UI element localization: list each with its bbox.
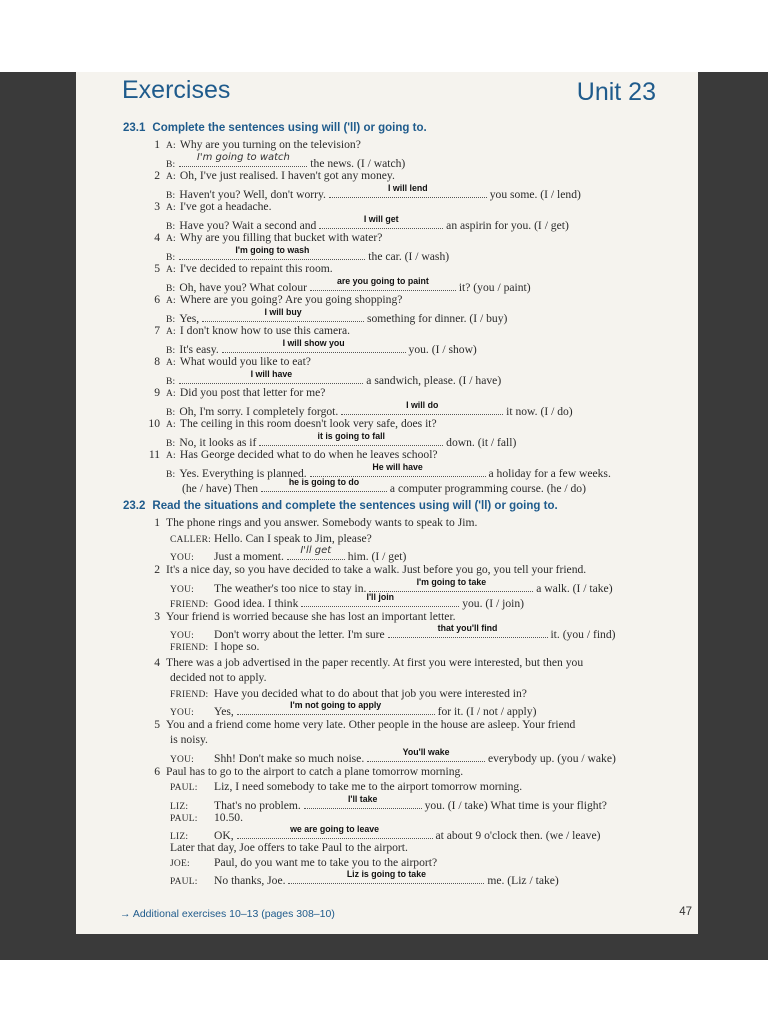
- prompt-text: Oh, I'm sorry. I completely forgot.: [179, 405, 339, 418]
- answer-text: You'll wake: [402, 747, 450, 757]
- answer-blank[interactable]: [319, 215, 443, 229]
- section-number: 23.1: [123, 122, 146, 134]
- item-number: 1: [154, 516, 160, 529]
- exercise-item-2-a: 2 A: Oh, I've just realised. I haven't got any money.: [148, 168, 395, 185]
- speaker-label: FRIEND:: [170, 600, 209, 610]
- answer-blank[interactable]: [179, 153, 307, 167]
- answer-blank[interactable]: [367, 748, 485, 762]
- item-number: 3: [154, 610, 160, 623]
- situation-4: [148, 655, 583, 670]
- exercise-item-5-b: B: Oh, have you? What colour are you going to paint it? (you / paint): [166, 276, 531, 294]
- prompt-text: you. (I / join): [462, 597, 525, 610]
- unit-label: Unit 23: [576, 78, 656, 106]
- dialog-text: Liz, I need somebody to take me to the airport tomorrow morning.: [214, 780, 523, 793]
- answer-blank[interactable]: [179, 246, 365, 260]
- item-number: 7: [154, 324, 160, 337]
- speaker-a-line: I don't know how to use this camera.: [179, 324, 351, 337]
- exercise-item-4-b: B: I'm going to wash the car. (I / wash): [166, 245, 450, 263]
- dialog-text: Yes,: [214, 705, 234, 718]
- item-number: 4: [154, 656, 160, 669]
- prompt-text: something for dinner. (I / buy): [366, 312, 508, 325]
- situation-text: You and a friend come home very late. Other people in the house are asleep. Your friend: [166, 718, 576, 731]
- answer-blank[interactable]: [288, 870, 484, 884]
- situation-text: The phone rings and you answer. Somebody wants to speak to Jim.: [166, 516, 478, 529]
- answer-text: I'm going to wash: [235, 245, 310, 255]
- answer-blank[interactable]: [222, 339, 406, 353]
- dialog-text: Have you decided what to do about that job you were interested in?: [214, 687, 527, 700]
- answer-blank[interactable]: [310, 277, 456, 291]
- prompt-text: a sandwich, please. (I / have): [366, 374, 502, 387]
- answer-text: I'm going to take: [416, 577, 487, 587]
- answer-blank[interactable]: [287, 546, 345, 560]
- answer-text: I will lend: [388, 183, 428, 193]
- prompt-text: It's easy.: [179, 343, 219, 356]
- answer-text: I will buy: [264, 307, 302, 317]
- section-instruction: Read the situations and complete the sentences using will ('ll) or going to.: [152, 500, 558, 512]
- exercise-item-5-a: 5 A: I've decided to repaint this room.: [148, 261, 333, 278]
- exercise-item-2-b: B: Haven't you? Well, don't worry. I will lend you some. (I / lend): [166, 183, 581, 201]
- dialog-text: Shh! Don't make so much noise.: [214, 752, 365, 765]
- prompt-text: Have you? Wait a second and: [179, 219, 317, 232]
- answer-text: Liz is going to take: [346, 869, 426, 879]
- prompt-text: the news. (I / watch): [310, 157, 406, 170]
- section-number: 23.2: [123, 500, 146, 512]
- answer-blank[interactable]: [237, 701, 435, 715]
- answer-text: He will have: [372, 462, 423, 472]
- item-number: 4: [154, 231, 160, 244]
- prompt-text: down. (it / fall): [446, 436, 517, 449]
- speaker-a-line: Has George decided what to do when he leaves school?: [179, 448, 438, 461]
- speaker-label: YOU:: [170, 708, 195, 718]
- prompt-text: Yes. Everything is planned.: [179, 467, 307, 480]
- answer-text: I'll get: [300, 545, 332, 556]
- prompt-text: a holiday for a few weeks.: [488, 467, 611, 480]
- prompt-text: everybody up. (you / wake): [488, 752, 616, 765]
- speaker-a-line: Did you post that letter for me?: [179, 386, 326, 399]
- prompt-text: it now. (I / do): [506, 405, 573, 418]
- speaker-label: PAUL:: [170, 783, 198, 793]
- answer-text: I will show you: [282, 338, 345, 348]
- prompt-text: a walk. (I / take): [536, 582, 613, 595]
- exercise-item-11-b: B: Yes. Everything is planned. He will have a holiday for a few weeks.: [166, 462, 611, 480]
- situation-text: Your friend is worried because she has lost an important letter.: [166, 610, 456, 623]
- exercise-item-7-b: B: It's easy. I will show you you. (I / show): [166, 338, 477, 356]
- answer-blank[interactable]: [202, 308, 364, 322]
- item-number: 6: [154, 765, 160, 778]
- speaker-label: PAUL:: [170, 814, 198, 824]
- speaker-a-line: Where are you going? Are you going shopping?: [179, 293, 403, 306]
- answer-blank[interactable]: [341, 401, 503, 415]
- item-number: 3: [154, 200, 160, 213]
- additional-exercises-link[interactable]: → Additional exercises 10–13 (pages 308–10): [120, 908, 335, 920]
- section-23-2-heading: [123, 500, 558, 512]
- exercise-item-4-a: 4 A: Why are you filling that bucket with water?: [148, 230, 382, 247]
- dialog-line: [170, 870, 559, 890]
- speaker-a-line: Oh, I've just realised. I haven't got any money.: [179, 169, 395, 182]
- prompt-text: you. (I / show): [408, 343, 477, 356]
- dialog-text: That's no problem.: [214, 799, 301, 812]
- prompt-text: me. (Liz / take): [487, 874, 559, 887]
- exercise-item-3-b: B: Have you? Wait a second and I will get an aspirin for you. (I / get): [166, 214, 569, 232]
- exercise-item-8-b: B: I will have a sandwich, please. (I / have): [166, 369, 502, 387]
- prompt-text: it? (you / paint): [458, 281, 531, 294]
- speaker-a-line: Why are you turning on the television?: [179, 138, 361, 151]
- prompt-text: Oh, have you? What colour: [179, 281, 307, 294]
- situation-1: [148, 515, 477, 530]
- prompt-text: the car. (I / wash): [368, 250, 450, 263]
- answer-blank[interactable]: [179, 370, 363, 384]
- answer-text: I will have: [250, 369, 293, 379]
- situation-6: [148, 764, 463, 779]
- exercise-item-9-b: B: Oh, I'm sorry. I completely forgot. I will do it now. (I / do): [166, 400, 573, 418]
- dialog-text: I hope so.: [214, 640, 260, 653]
- dialog-text: No thanks, Joe.: [214, 874, 286, 887]
- situation-text: It's a nice day, so you have decided to take a walk. Just before you go, you tell your friend.: [166, 563, 587, 576]
- speaker-label: YOU:: [170, 553, 195, 563]
- prompt-text: Yes,: [179, 312, 200, 325]
- section-instruction: Complete the sentences using will ('ll) or going to.: [152, 122, 427, 134]
- dialog-text: Paul, do you want me to take you to the airport?: [214, 856, 438, 869]
- prompt-text: at about 9 o'clock then. (we / leave): [435, 829, 601, 842]
- answer-blank[interactable]: [237, 825, 433, 839]
- item-number: 5: [154, 718, 160, 731]
- speaker-a-line: I've got a headache.: [179, 200, 272, 213]
- item-number: 1: [154, 138, 160, 151]
- prompt-text: a computer programming course. (he / do): [389, 482, 586, 495]
- answer-blank[interactable]: [329, 184, 487, 198]
- situation-text: There was a job advertised in the paper recently. At first you were interested, but then you: [166, 656, 584, 669]
- answer-text: I'm not going to apply: [290, 700, 382, 710]
- answer-text: it is going to fall: [317, 431, 385, 441]
- speaker-label: JOE:: [170, 859, 190, 869]
- exercise-item-8-a: 8 A: What would you like to eat?: [148, 354, 311, 371]
- dialog-text: The weather's too nice to stay in.: [214, 582, 367, 595]
- answer-text: I will get: [363, 214, 399, 224]
- item-number: 2: [154, 563, 160, 576]
- item-number: 11: [148, 448, 160, 461]
- speaker-a-line: The ceiling in this room doesn't look very safe, does it?: [179, 417, 437, 430]
- prompt-text: Haven't you? Well, don't worry.: [179, 188, 326, 201]
- item-number: 5: [154, 262, 160, 275]
- answer-text: we are going to leave: [290, 824, 380, 834]
- item-number: 8: [154, 355, 160, 368]
- speaker-a-line: I've decided to repaint this room.: [179, 262, 333, 275]
- prompt-text: him. (I / get): [347, 550, 407, 563]
- item-number: 10: [148, 417, 160, 430]
- item-number: 9: [154, 386, 160, 399]
- answer-text: I'll take: [347, 794, 378, 804]
- speaker-a-line: Why are you filling that bucket with water?: [179, 231, 383, 244]
- situation-5: [148, 717, 575, 732]
- exercise-item-3-a: 3 A: I've got a headache.: [148, 199, 271, 216]
- prompt-text: (he / have) Then: [182, 482, 259, 495]
- speaker-a-line: What would you like to eat?: [179, 355, 311, 368]
- speaker-label: LIZ:: [170, 832, 189, 842]
- prompt-text: it. (you / find): [550, 628, 616, 641]
- exercise-item-9-a: 9 A: Did you post that letter for me?: [148, 385, 325, 402]
- exercise-item-10-b: B: No, it looks as if it is going to fall down. (it / fall): [166, 431, 517, 449]
- exercise-item-11-c: [182, 478, 586, 496]
- speaker-label: FRIEND:: [170, 643, 209, 653]
- speaker-label: FRIEND:: [170, 690, 209, 700]
- speaker-label: YOU:: [170, 631, 195, 641]
- answer-blank[interactable]: [388, 624, 548, 638]
- speaker-label: LIZ:: [170, 802, 189, 812]
- prompt-text: you. (I / take) What time is your flight?: [424, 799, 607, 812]
- answer-blank[interactable]: [261, 478, 387, 492]
- prompt-text: No, it looks as if: [179, 436, 257, 449]
- speaker-label: CALLER:: [170, 535, 211, 545]
- situation-text: Paul has to go to the airport to catch a plane tomorrow morning.: [166, 765, 464, 778]
- answer-text: I will do: [406, 400, 439, 410]
- exercise-item-6-b: B: Yes, I will buy something for dinner. (I / buy): [166, 307, 508, 325]
- prompt-text: an aspirin for you. (I / get): [446, 219, 569, 232]
- speaker-label: PAUL:: [170, 877, 198, 887]
- item-number: 6: [154, 293, 160, 306]
- exercise-item-7-a: 7 A: I don't know how to use this camera.: [148, 323, 350, 340]
- dialog-text: Just a moment.: [214, 550, 284, 563]
- situation-text-cont: is noisy.: [170, 733, 208, 746]
- dialog-text: Good idea. I think: [214, 597, 299, 610]
- answer-text: are you going to paint: [336, 276, 429, 286]
- prompt-text: you some. (I / lend): [489, 188, 581, 201]
- exercise-item-6-a: 6 A: Where are you going? Are you going shopping?: [148, 292, 402, 309]
- exercise-item-10-a: 10 A: The ceiling in this room doesn't look very safe, does it?: [148, 416, 437, 433]
- workbook-page: [76, 72, 698, 934]
- speaker-label: YOU:: [170, 585, 195, 595]
- speaker-label: YOU:: [170, 755, 195, 765]
- answer-blank[interactable]: [301, 593, 459, 607]
- dialog-text: Don't worry about the letter. I'm sure: [214, 628, 385, 641]
- answer-blank[interactable]: [304, 795, 422, 809]
- prompt-text: for it. (I / not / apply): [437, 705, 537, 718]
- item-number: 2: [154, 169, 160, 182]
- dialog-text: 10.50.: [214, 811, 243, 824]
- dialog-text: OK,: [214, 829, 234, 842]
- answer-text: I'll join: [366, 592, 395, 602]
- situation-text: Later that day, Joe offers to take Paul to the airport.: [170, 841, 408, 854]
- section-23-1-heading: [123, 122, 427, 134]
- page-number: 47: [679, 906, 692, 918]
- answer-text: that you'll find: [437, 623, 498, 633]
- dialog-line: [170, 639, 259, 656]
- answer-blank[interactable]: [259, 432, 443, 446]
- situation-text-cont: decided not to apply.: [170, 671, 267, 684]
- dialog-text: Hello. Can I speak to Jim, please?: [214, 532, 372, 545]
- exercise-item-1-b: B: I'm going to watch the news. (I / watch): [166, 152, 406, 170]
- page-title: Exercises: [122, 76, 231, 104]
- exercise-item-1-a: 1 A: Why are you turning on the television?: [148, 137, 361, 154]
- answer-text: he is going to do: [288, 477, 360, 487]
- exercise-item-11-a: 11 A: Has George decided what to do when he leaves school?: [148, 447, 438, 464]
- answer-text: I'm going to watch: [196, 152, 290, 163]
